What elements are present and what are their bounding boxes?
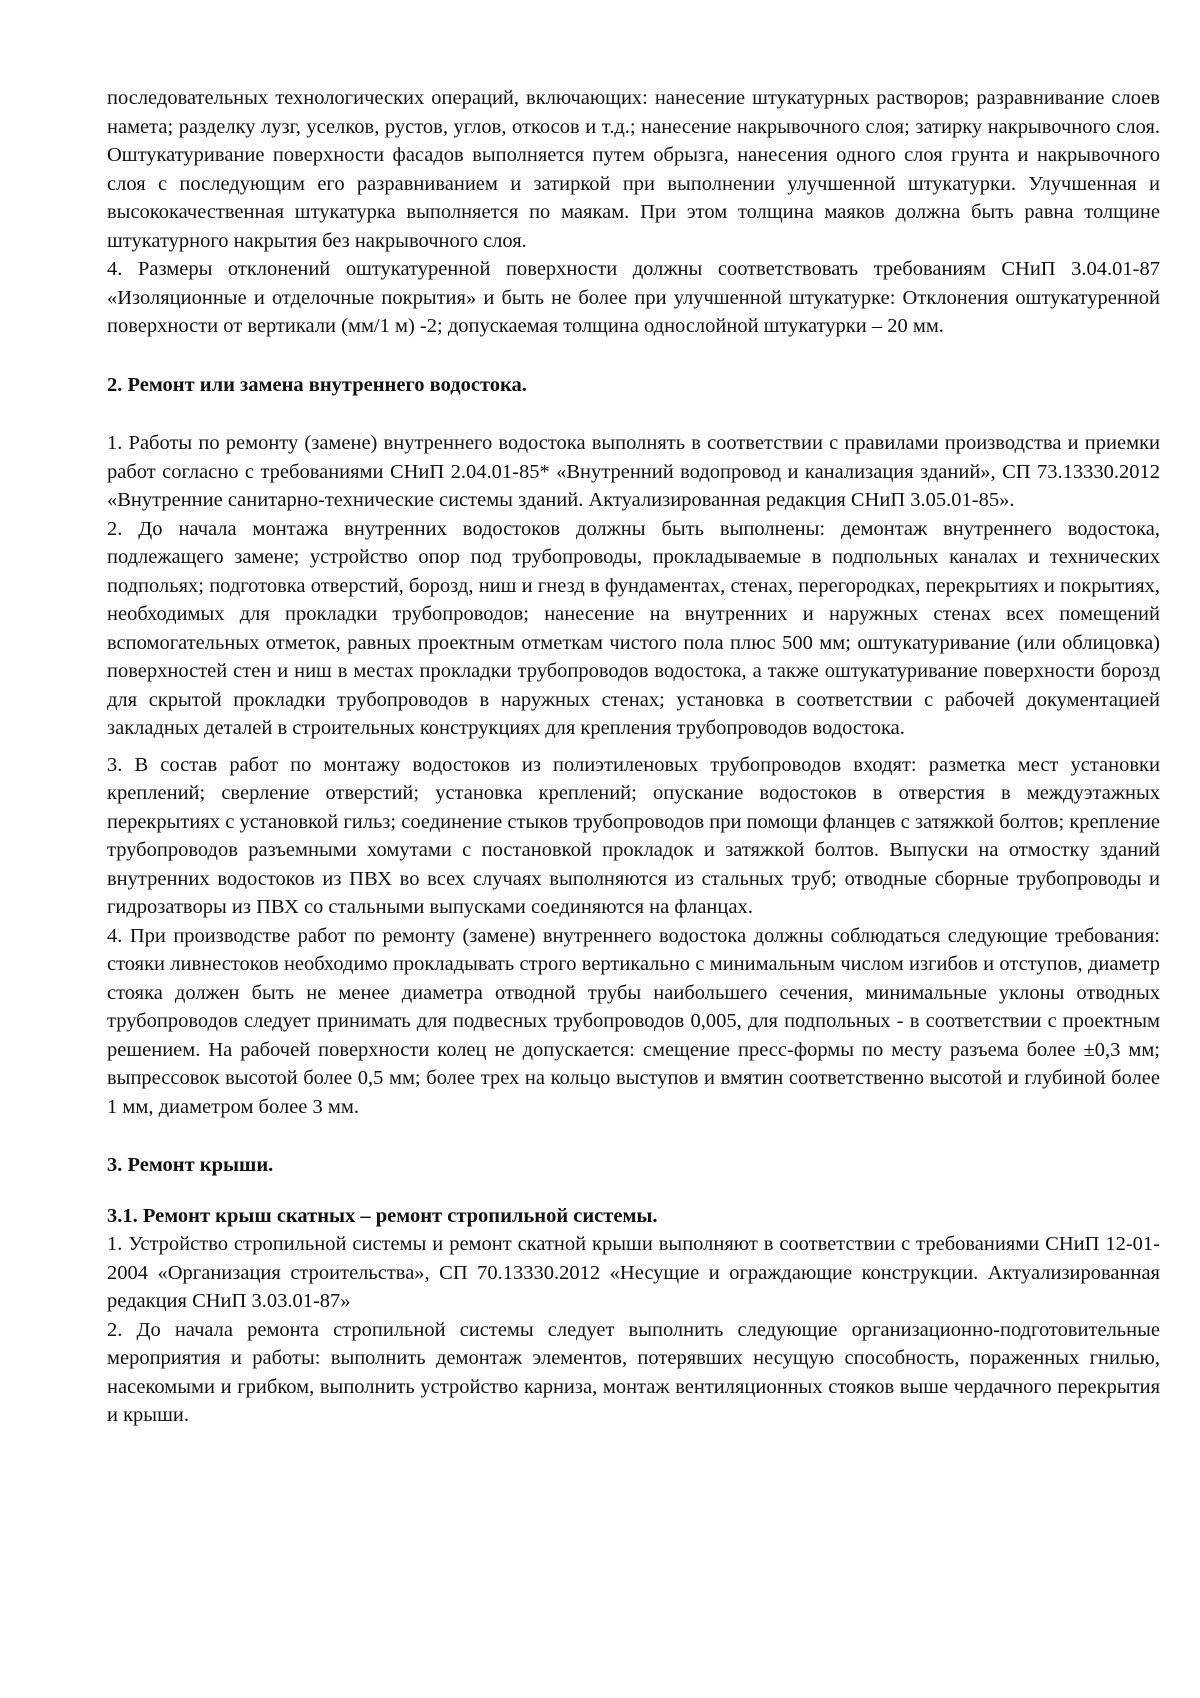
subsection-3-1-title: 3.1. Ремонт крыш скатных – ремонт стропильной системы.: [107, 1204, 658, 1227]
section-2-title: 2. Ремонт или замена внутреннего водостока.: [107, 373, 527, 396]
intro-item-4: 4. Размеры отклонений оштукатуренной поверхности должны соответствовать требованиям СНиП 3.04.01-87 «Изоляционные и отделочные покрытия» и быть не более при улучшенной штукатурке: Отклонения оштукатуренной поверхности от вертикали (мм/1 м) -2; допускаемая толщина однослойной штукатурки – 20 мм.: [107, 258, 1160, 337]
section-3-item-1: 1. Устройство стропильной системы и ремонт скатной крыши выполняют в соответствии с требованиями СНиП 12-01-2004 «Организация строительства», СП 70.13330.2012 «Несущие и ограждающие конструкции. Актуализированная редакция СНиП 3.03.01-87»: [107, 1233, 1160, 1312]
section-2-item-1: 1. Работы по ремонту (замене) внутреннего водостока выполнять в соответствии с правилами производства и приемки работ согласно с требованиями СНиП 2.04.01-85* «Внутренний водопровод и канализация зданий», СП 73.13330.2012 «Внутренние санитарно-технические системы зданий. Актуализированная редакция СНиП 3.05.01-85».: [107, 432, 1160, 511]
section-2-item-2: 2. До начала монтажа внутренних водостоков должны быть выполнены: демонтаж внутреннего водостока, подлежащего замене; устройство опор под трубопроводы, прокладываемые в подпольных каналах и технических подпольях; подготовка отверстий, борозд, ниш и гнезд в фундаментах, стенах, перегородках, перекрытиях и покрытиях, необходимых для прокладки трубопроводов; нанесение на внутренних и наружных стенах всех помещений вспомогательных отметок, равных проектным отметкам чистого пола плюс 500 мм; оштукатуривание (или облицовка) поверхностей стен и ниш в местах прокладки трубопроводов водостока, а также оштукатуривание поверхности борозд для скрытой прокладки трубопроводов в наружных стенах; установка в соответствии с рабочей документацией закладных деталей в строительных конструкциях для крепления трубопроводов водостока.: [107, 517, 1160, 739]
document-page: [107, 84, 1160, 1430]
section-3-item-2: 2. До начала ремонта стропильной системы следует выполнить следующие организационно-подготовительные мероприятия и работы: выполнить демонтаж элементов, потерявших несущую способность, пораженных гнилью, насекомыми и грибком, выполнить устройство карниза, монтаж вентиляционных стояков выше чердачного перекрытия и крыши.: [107, 1318, 1160, 1426]
section-3-title: 3. Ремонт крыши.: [107, 1154, 274, 1176]
section-2-item-4: 4. При производстве работ по ремонту (замене) внутреннего водостока должны соблюдаться следующие требования: стояки ливнестоков необходимо прокладывать строго вертикально с минимальным числом изгибов и отступов, диаметр стояка должен быть не менее диаметра отводной трубы наибольшего сечения, минимальные уклоны отводных трубопроводов следует принимать для подвесных трубопроводов 0,005, для подпольных - в соответствии с проектным решением. На рабочей поверхности колец не допускается: смещение пресс-формы по месту разъема более ±0,3 мм; выпрессовок высотой более 0,5 мм; более трех на кольцо выступов и вмятин соответственно высотой и глубиной более 1 мм, диаметром более 3 мм.: [107, 924, 1160, 1118]
intro-paragraph: последовательных технологических операций, включающих: нанесение штукатурных растворов; разравнивание слоев намета; разделку лузг, уселков, рустов, углов, откосов и т.д.; нанесение накрывочного слоя; затирку накрывочного слоя. Оштукатуривание поверхности фасадов выполняется путем обрызга, нанесения одного слоя грунта и накрывочного слоя с последующим его разравниванием и затиркой при выполнении улучшенной штукатурки. Улучшенная и высококачественная штукатурка выполняется по маякам. При этом толщина маяков должна быть равна толщине штукатурного накрытия без накрывочного слоя.: [107, 87, 1160, 252]
section-2-item-3: 3. В состав работ по монтажу водостоков из полиэтиленовых трубопроводов входят: разметка мест установки креплений; сверление отверстий; установка креплений; опускание водостоков в отверстия в междуэтажных перекрытиях с установкой гильз; соединение стыков трубопроводов при помощи фланцев с затяжкой болтов; крепление трубопроводов разъемными хомутами с постановкой прокладок и затяжкой болтов. Выпуски на отмостку зданий внутренних водостоков из ПВХ во всех случаях выполняются из стальных труб; отводные сборные трубопроводы и гидрозатворы из ПВХ со стальными выпусками соединяются на фланцах.: [107, 753, 1160, 918]
